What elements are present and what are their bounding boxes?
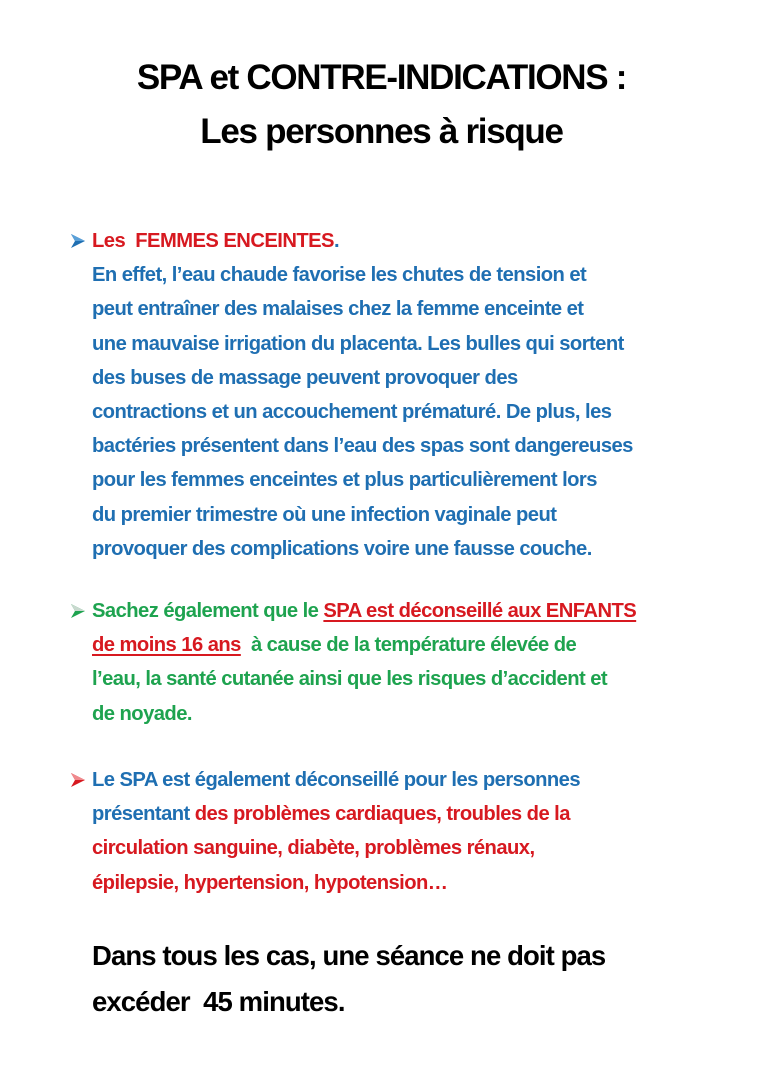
line-prefix: présentant <box>92 803 195 826</box>
line-prefix: Sachez également que le <box>92 600 324 622</box>
page-subtitle: Les personnes à risque <box>200 112 563 151</box>
conclusion <box>92 933 742 1025</box>
arrow-bullet-icon <box>70 603 86 619</box>
paragraph-line: des buses de massage peuvent provoquer des <box>92 366 518 389</box>
paragraph-line: l’eau, la santé cutanée ainsi que les risques d’accident et <box>92 668 608 691</box>
section-children <box>92 594 732 731</box>
heading-prefix: Les <box>92 230 136 252</box>
section-heading <box>92 224 732 258</box>
paragraph-line: pour les femmes enceintes et plus particulièrement lors <box>92 469 597 492</box>
paragraph-line: bactéries présentent dans l’eau des spas sont dangereuses <box>92 435 633 458</box>
page-title: SPA et CONTRE-INDICATIONS : <box>136 58 627 97</box>
highlight-warning: de moins 16 ans <box>92 634 241 657</box>
paragraph-line: Le SPA est également déconseillé pour les personnes <box>92 769 581 791</box>
conclusion-line: excéder 45 minutes. <box>92 986 345 1017</box>
paragraph-line: circulation sanguine, diabète, problèmes rénaux, <box>92 837 535 860</box>
heading-emphasis: FEMMES ENCEINTES <box>135 230 334 252</box>
section-pregnant-women <box>92 224 732 566</box>
paragraph-line: contractions et un accouchement prématuré. De plus, les <box>92 401 612 424</box>
conclusion-line: Dans tous les cas, une séance ne doit pas <box>92 940 606 971</box>
paragraph-line <box>92 628 732 662</box>
heading-suffix: . <box>333 230 340 252</box>
paragraph-line: de noyade. <box>92 702 192 725</box>
paragraph-line: une mauvaise irrigation du placenta. Les bulles qui sortent <box>92 332 624 355</box>
paragraph-line: En effet, l’eau chaude favorise les chutes de tension et <box>92 264 587 287</box>
paragraph-line <box>92 797 732 831</box>
paragraph-line: peut entraîner des malaises chez la femme enceinte et <box>92 298 584 321</box>
paragraph-line <box>92 594 732 628</box>
arrow-bullet-icon <box>70 233 86 249</box>
paragraph-line: du premier trimestre où une infection vaginale peut <box>92 503 557 526</box>
conditions-list: des problèmes cardiaques, troubles de la <box>194 803 570 826</box>
arrow-bullet-icon <box>70 772 86 788</box>
section-medical-conditions <box>92 763 732 900</box>
line-suffix: à cause de la température élevée de <box>240 634 577 657</box>
paragraph-line: épilepsie, hypertension, hypotension… <box>92 871 448 894</box>
paragraph-line: provoquer des complications voire une fausse couche. <box>92 537 592 560</box>
highlight-warning: SPA est déconseillé aux ENFANTS <box>323 600 637 622</box>
